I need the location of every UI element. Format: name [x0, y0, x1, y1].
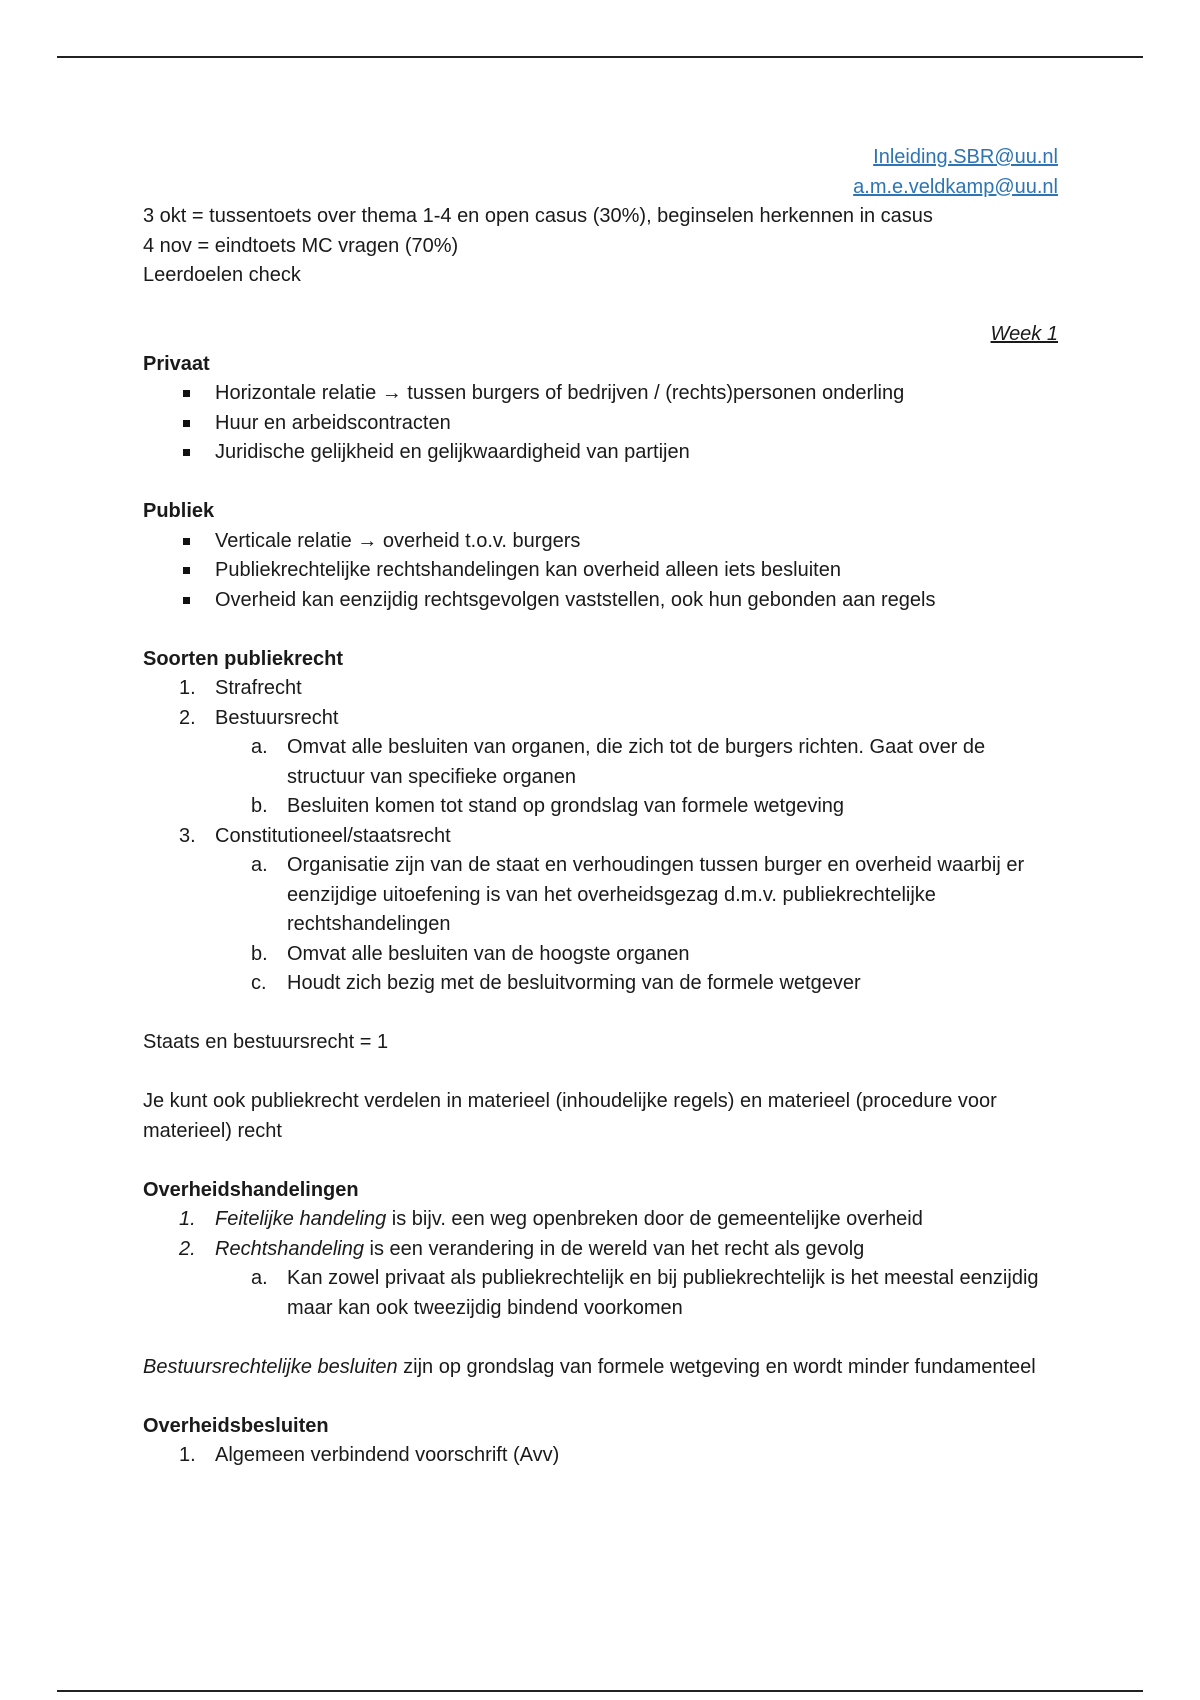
list-item: Publiekrechtelijke rechtshandelingen kan overheid alleen iets besluiten [143, 556, 1058, 586]
handelingen-list [143, 1205, 1058, 1323]
list-item: c. Houdt zich bezig met de besluitvorming van de formele wetgever [251, 972, 861, 994]
verdelen-note: Je kunt ook publiekrecht verdelen in materieel (inhoudelijke regels) en materieel (procedure voor materieel) recht [143, 1090, 997, 1142]
intro-line: 3 okt = tussentoets over thema 1-4 en open casus (30%), beginselen herkennen in casus [143, 205, 933, 227]
list-item: Horizontale relatie → tussen burgers of bedrijven / (rechts)personen onderling [143, 379, 1058, 409]
besluiten-list [143, 1441, 1058, 1471]
section-heading-besluiten: Overheidsbesluiten [143, 1414, 329, 1437]
list-item: b. Omvat alle besluiten van de hoogste organen [251, 942, 690, 965]
document-body [143, 143, 1058, 1471]
list-item: 2. Rechtshandeling is een verandering in de wereld van het recht als gevolg [179, 1237, 865, 1260]
section-heading-soorten: Soorten publiekrecht [143, 647, 344, 670]
list-item: 1. Feitelijke handeling is bijv. een weg openbreken door de gemeentelijke overheid [179, 1208, 923, 1230]
soorten-list [143, 674, 1058, 999]
intro-line: Leerdoelen check [143, 264, 301, 286]
list-item: 3. Constitutioneel/staatsrecht [179, 824, 451, 847]
bottom-rule [57, 1690, 1143, 1692]
staats-note: Staats en bestuursrecht = 1 [143, 1031, 389, 1053]
list-item: Overheid kan eenzijdig rechtsgevolgen vaststellen, ook hun gebonden aan regels [143, 586, 1058, 616]
week-label: Week 1 [990, 323, 1058, 345]
section-heading-handelingen: Overheidshandelingen [143, 1178, 359, 1201]
list-item: a. Omvat alle besluiten van organen, die zich tot de burgers richten. Gaat over de structuur van specifieke organen [251, 736, 986, 788]
publiek-list [143, 527, 1058, 616]
list-item: b. Besluiten komen tot stand op grondslag van formele wetgeving [251, 795, 845, 817]
list-item: Huur en arbeidscontracten [143, 409, 1058, 439]
top-rule [57, 56, 1143, 58]
section-heading-privaat: Privaat [143, 352, 210, 375]
section-heading-publiek: Publiek [143, 500, 215, 522]
list-item: 1. Algemeen verbindend voorschrift (Avv) [179, 1444, 560, 1466]
email-link-sbr[interactable]: Inleiding.SBR@uu.nl [873, 146, 1058, 168]
list-item: 1. Strafrecht [179, 677, 302, 699]
email-link-veldkamp[interactable]: a.m.e.veldkamp@uu.nl [853, 175, 1058, 198]
intro-line: 4 nov = eindtoets MC vragen (70%) [143, 234, 459, 257]
privaat-list [143, 379, 1058, 468]
email-block [143, 143, 1058, 202]
list-item: Verticale relatie → overheid t.o.v. burgers [143, 527, 1058, 557]
list-item: Juridische gelijkheid en gelijkwaardigheid van partijen [143, 438, 1058, 468]
list-item: a. Organisatie zijn van de staat en verhoudingen tussen burger en overheid waarbij er eenzijdige uitoefening is van het overheidsgezag d.m.v. publiekrechtelijke rechtshandelingen [251, 854, 1025, 935]
bestuur-note: Bestuursrechtelijke besluiten zijn op grondslag van formele wetgeving en wordt minder fundamenteel [143, 1355, 1036, 1378]
list-item: a. Kan zowel privaat als publiekrechtelijk en bij publiekrechtelijk is het meestal eenzijdig maar kan ook tweezijdig bindend voorkomen [251, 1267, 1039, 1319]
list-item: 2. Bestuursrecht [179, 706, 339, 729]
